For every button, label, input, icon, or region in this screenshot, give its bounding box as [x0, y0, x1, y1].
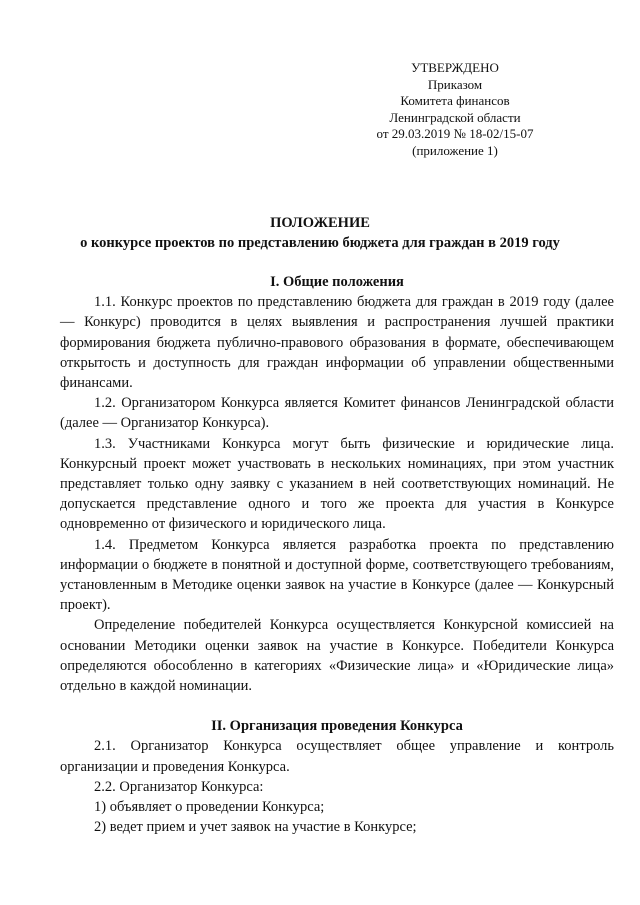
section-heading: I. Общие положения: [270, 274, 404, 290]
paragraph: 1.1. Конкурс проектов по представлению бюджета для граждан в 2019 году (далее — Конкурс) проводится в целях выявления и распространения лучшей практики формирования бюджета публично-правового образования в формате, обеспечивающем открытость и доступность для граждан информации об управлении общественными финансами.: [60, 294, 614, 392]
document-title: [60, 213, 580, 253]
document-body: [60, 272, 614, 837]
approval-line: УТВЕРЖДЕНО: [411, 60, 499, 75]
approval-line: Комитета финансов: [400, 93, 510, 108]
paragraph: 1.3. Участниками Конкурса могут быть физические и юридические лица. Конкурсный проект может участвовать в нескольких номинациях, при этом участник представляет только одну заявку с указанием в ней соответствующих номинаций. Не допускается представление одного и того же проекта для участия в Конкурсе одновременно от физического и юридического лица.: [60, 435, 614, 533]
approval-line: от 29.03.2019 № 18-02/15-07: [376, 126, 534, 141]
title-main: ПОЛОЖЕНИЕ: [270, 215, 370, 231]
paragraph: 1.2. Организатором Конкурса является Комитет финансов Ленинградской области (далее — Организатор Конкурса).: [60, 395, 614, 432]
approval-line: (приложение 1): [412, 142, 498, 158]
approval-line: Ленинградской области: [389, 109, 521, 125]
approval-stamp: [360, 60, 550, 159]
list-item: 1) объявляет о проведении Конкурса;: [94, 799, 325, 816]
approval-line: Приказом: [427, 76, 483, 92]
paragraph: 2.1. Организатор Конкурса осуществляет общее управление и контроль организации и проведения Конкурса.: [60, 738, 614, 775]
title-subtitle: о конкурсе проектов по представлению бюджета для граждан в 2019 году: [80, 235, 560, 251]
section-heading: II. Организация проведения Конкурса: [211, 718, 463, 735]
paragraph: 2.2. Организатор Конкурса:: [94, 778, 264, 795]
paragraph: 1.4. Предметом Конкурса является разработка проекта по представлению информации о бюджете в понятной и доступной форме, соответствующего требованиям, установленным в Методике оценки заявок на участие в Конкурсе (далее — Конкурсный проект).: [60, 536, 614, 614]
paragraph: Определение победителей Конкурса осуществляется Конкурсной комиссией на основании Методики оценки заявок на участие в Конкурсе. Победители Конкурса определяются обособленно в категориях «Физические лица» и «Юридические лица» отдельно в каждой номинации.: [60, 617, 614, 695]
list-item: 2) ведет прием и учет заявок на участие в Конкурсе;: [94, 819, 417, 836]
